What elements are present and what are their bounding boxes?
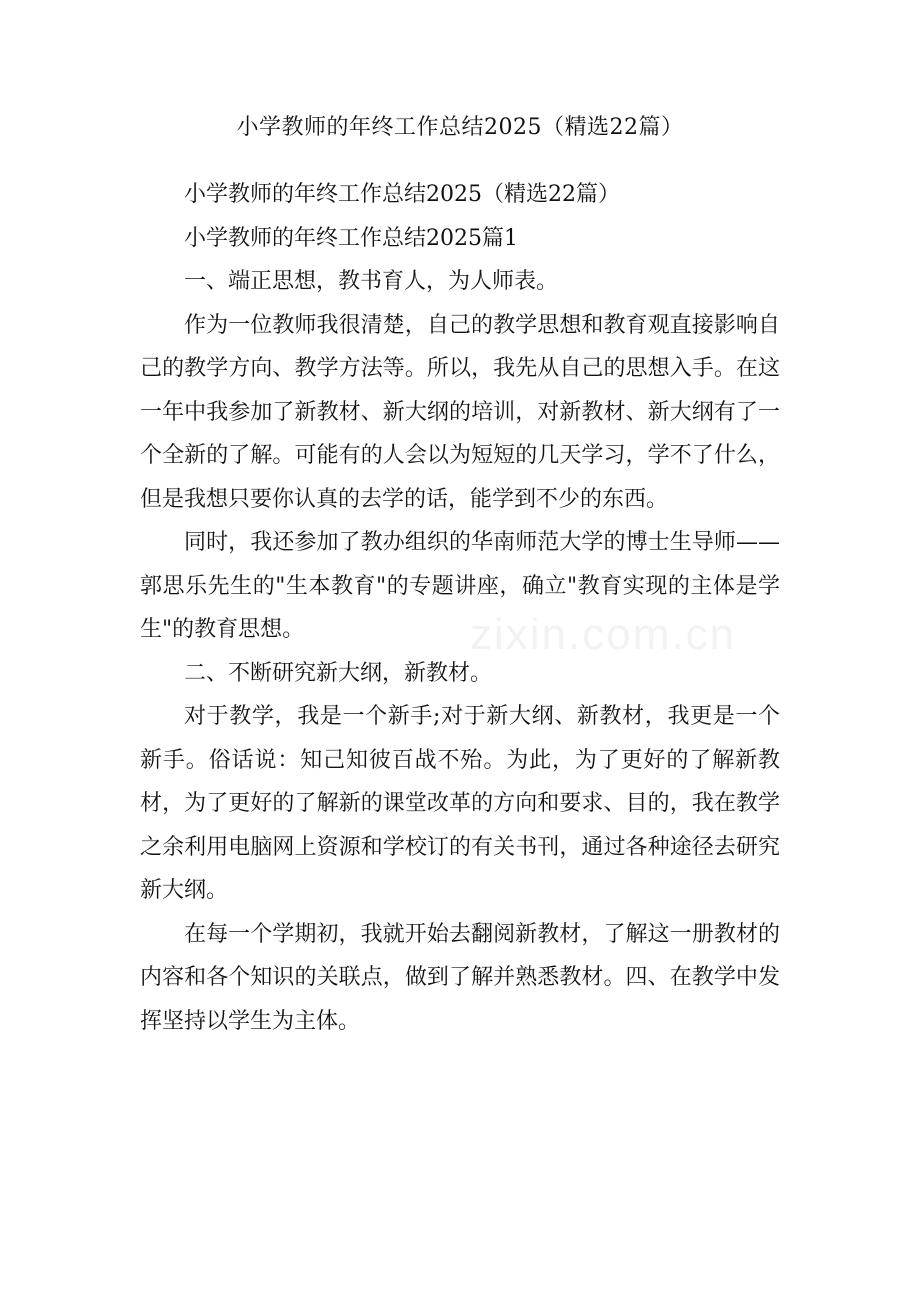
document-title: 小学教师的年终工作总结2025（精选22篇） xyxy=(236,115,684,140)
subtitle-paragraph: 小学教师的年终工作总结2025（精选22篇） xyxy=(184,182,620,207)
section-heading: 小学教师的年终工作总结2025篇1 xyxy=(184,225,518,251)
body-paragraph: 在每一个学期初，我就开始去翻阅新教材，了解这一册教材的内容和各个知识的关联点，做到了解并熟悉教材。四、在教学中发挥坚持以学生为主体。 xyxy=(140,921,780,1034)
point-heading-2: 二、不断研究新大纲，新教材。 xyxy=(184,660,493,686)
site-watermark: zixin.com.cn xyxy=(470,610,737,659)
body-paragraph: 同时，我还参加了教办组织的华南师范大学的博士生导师——郭思乐先生的"生本教育"的专题讲座，确立"教育实现的主体是学生"的教育思想。 xyxy=(140,530,780,642)
point-heading-1: 一、端正思想，教书育人，为人师表。 xyxy=(184,269,559,294)
body-paragraph: 作为一位教师我很清楚，自己的教学思想和教育观直接影响自己的教学方向、教学方法等。所以，我先从自己的思想入手。在这一年中我参加了新教材、新大纲的培训，对新教材、新大纲有了一个全新的了解。可能有的人会以为短短的几天学习，学不了什么，但是我想只要你认真的去学的话，能学到不少的东西。 xyxy=(140,312,780,512)
document-body xyxy=(140,173,780,1043)
body-paragraph: 对于教学，我是一个新手;对于新大纲、新教材，我更是一个新手。俗话说：知己知彼百战不殆。为此，为了更好的了解新教材，为了更好的了解新的课堂改革的方向和要求、目的，我在教学之余利用电脑网上资源和学校订的有关书刊，通过各种途径去研究新大纲。 xyxy=(140,704,780,903)
